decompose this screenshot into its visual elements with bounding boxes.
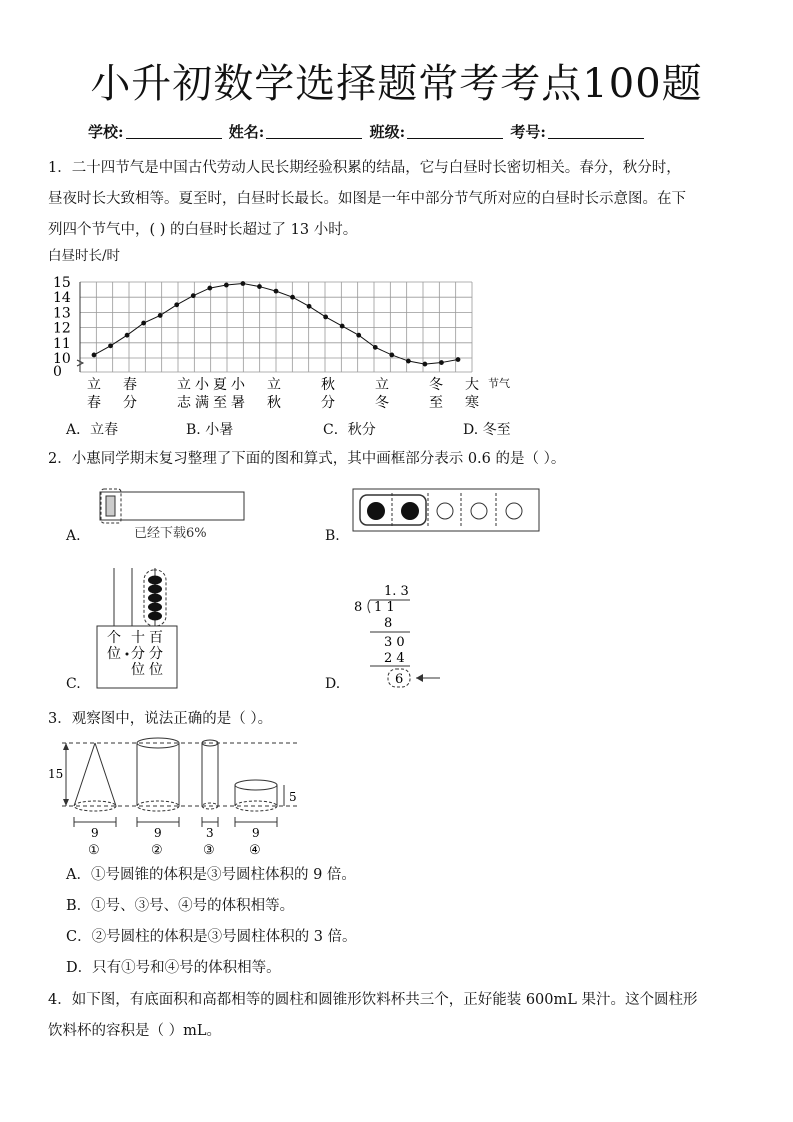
q3-options [66, 860, 357, 984]
x-term-label: 分 [123, 395, 137, 411]
x-term-label: 至 [213, 395, 227, 411]
download-bar-figure [98, 486, 248, 546]
data-point [125, 333, 130, 338]
svg-text:分: 分 [149, 646, 163, 662]
question-2-text: 2．小惠同学期末复习整理了下面的图和算式，其中画框部分表示 0.6 的是（ ）。 [48, 451, 566, 467]
y-tick-label: 12 [53, 320, 71, 337]
q3-option-d[interactable]: D．只有①号和④号的体积相等。 [66, 960, 281, 976]
data-point [191, 293, 196, 298]
data-point [423, 362, 428, 367]
data-point [307, 304, 312, 309]
data-point [92, 353, 97, 358]
long-division-figure [350, 580, 450, 692]
x-term-label: 寒 [465, 395, 479, 411]
svg-text:8: 8 [384, 616, 393, 631]
name-label: 姓名: [228, 123, 265, 141]
page-title: 小升初数学选择题常考考点100题 [90, 61, 703, 107]
division-divisor: 8 [354, 600, 363, 615]
svg-text:3: 3 [206, 826, 214, 840]
data-point [257, 284, 262, 289]
question-3-text: 3．观察图中，说法正确的是（ ）。 [48, 711, 273, 727]
svg-text:十: 十 [131, 630, 145, 646]
svg-text:2 4: 2 4 [384, 651, 405, 666]
q2-option-d[interactable]: D. [325, 676, 341, 692]
daylight-chart [40, 262, 540, 417]
x-term-label: 志 [177, 395, 191, 411]
exam-no-blank[interactable] [548, 138, 644, 139]
svg-text:3 0: 3 0 [384, 635, 405, 650]
height-5-label: 5 [289, 790, 297, 804]
x-term-label: 大 [465, 377, 479, 393]
q1-line-2: 昼夜时长大致相等。夏至时，白昼时长最长。如图是一年中部分节气所对应的白昼时长示意图。在下 [48, 191, 686, 207]
name-blank[interactable] [266, 138, 362, 139]
svg-text:位: 位 [149, 662, 163, 678]
q1-option-a[interactable]: A．立春 [66, 422, 119, 438]
svg-text:④: ④ [249, 843, 261, 858]
x-term-label: 春 [87, 395, 101, 411]
x-term-label: 秋 [267, 395, 281, 411]
svg-text:6: 6 [395, 672, 404, 687]
x-term-label: 冬 [375, 395, 389, 411]
class-label: 班级: [369, 123, 406, 141]
svg-text:位: 位 [107, 646, 121, 662]
y-tick-label: 15 [53, 275, 71, 291]
x-term-label: 暑 [231, 395, 245, 411]
x-term-label: 夏 [213, 377, 227, 393]
download-text: 已经下载6% [134, 526, 207, 541]
x-term-label: 满 [195, 395, 209, 411]
school-label: 学校: [88, 123, 124, 141]
abacus-label-ge: 个 [107, 630, 121, 646]
svg-text:①: ① [88, 843, 100, 858]
data-point [274, 289, 279, 294]
x-term-label: 分 [321, 395, 335, 411]
data-point [323, 315, 328, 320]
x-term-label: 立 [375, 377, 389, 393]
svg-text:9: 9 [91, 826, 99, 840]
svg-text:9: 9 [154, 826, 162, 840]
q2-option-c[interactable]: C. [66, 676, 81, 692]
x-term-label: 秋 [321, 377, 335, 393]
height-15-label: 15 [48, 767, 64, 781]
division-quotient: 1. 3 [384, 584, 409, 599]
data-point [108, 343, 113, 348]
data-point [141, 321, 146, 326]
chart-y-ticks [53, 275, 71, 380]
svg-text:分: 分 [131, 646, 145, 662]
svg-text:②: ② [151, 843, 163, 858]
school-blank[interactable] [126, 138, 222, 139]
question-1-text [48, 153, 686, 246]
q2-option-a[interactable]: A. [66, 528, 81, 544]
solids-figure [44, 734, 304, 860]
chart-ylabel: 白昼时长/时 [48, 248, 121, 264]
division-dividend: 1 1 [374, 600, 395, 615]
data-point [389, 353, 394, 358]
svg-text:位: 位 [131, 662, 145, 678]
data-point [158, 313, 163, 318]
q1-option-d[interactable]: D. 冬至 [463, 422, 511, 438]
data-point [356, 333, 361, 338]
abacus-figure [92, 566, 182, 690]
circles-figure [352, 487, 542, 535]
q3-option-b[interactable]: B．①号、③号、④号的体积相等。 [66, 898, 295, 914]
y-tick-label: 10 [53, 351, 71, 367]
x-term-label: 立 [267, 377, 281, 393]
x-term-label: 至 [429, 395, 443, 411]
x-term-label: 春 [123, 377, 137, 393]
y-tick-label: 13 [53, 305, 71, 322]
data-point [406, 359, 411, 364]
x-term-label: 立 [177, 377, 191, 393]
q3-option-a[interactable]: A．①号圆锥的体积是③号圆柱体积的 9 倍。 [66, 867, 356, 883]
q1-option-c[interactable]: C．秋分 [323, 422, 376, 438]
q1-line-1: 1．二十四节气是中国古代劳动人民长期经验积累的结晶，它与白昼时长密切相关。春分，秋分时， [48, 160, 681, 176]
data-point [340, 324, 345, 329]
data-point [373, 345, 378, 350]
svg-text:9: 9 [252, 826, 260, 840]
chart-xlabel: 节气 [488, 377, 510, 390]
svg-text:百: 百 [149, 630, 163, 646]
class-blank[interactable] [407, 138, 503, 139]
exam-no-label: 考号: [510, 123, 546, 141]
data-point [456, 357, 461, 362]
student-info-line [88, 121, 646, 142]
x-term-label: 小 [231, 377, 245, 393]
x-term-label: 立 [87, 377, 101, 393]
y-tick-label: 11 [53, 335, 71, 352]
y-tick-label: 14 [53, 290, 71, 307]
data-point [207, 286, 212, 291]
question-4-text [48, 985, 698, 1047]
y-tick-label: 0 [53, 364, 62, 380]
x-term-label: 冬 [429, 377, 443, 393]
data-point [439, 360, 444, 365]
q4-line-1: 4．如下图，有底面积和高都相等的圆柱和圆锥形饮料杯共三个，正好能装 600mL 果汁。这个圆柱形 [48, 992, 698, 1008]
data-point [290, 295, 295, 300]
svg-text:③: ③ [203, 843, 215, 858]
data-point [174, 302, 179, 307]
q1-option-b[interactable]: B. 小暑 [186, 422, 234, 438]
q3-option-c[interactable]: C．②号圆柱的体积是③号圆柱体积的 3 倍。 [66, 929, 357, 945]
data-point [224, 283, 229, 288]
data-point [241, 281, 246, 286]
q1-line-3: 列四个节气中，( ) 的白昼时长超过了 13 小时。 [48, 222, 358, 238]
chart-grid [77, 282, 472, 372]
q2-option-b[interactable]: B. [325, 528, 340, 544]
x-term-label: 小 [195, 377, 209, 393]
chart-x-terms [87, 376, 479, 411]
q4-line-2: 饮料杯的容积是（ ）mL。 [48, 1023, 221, 1039]
